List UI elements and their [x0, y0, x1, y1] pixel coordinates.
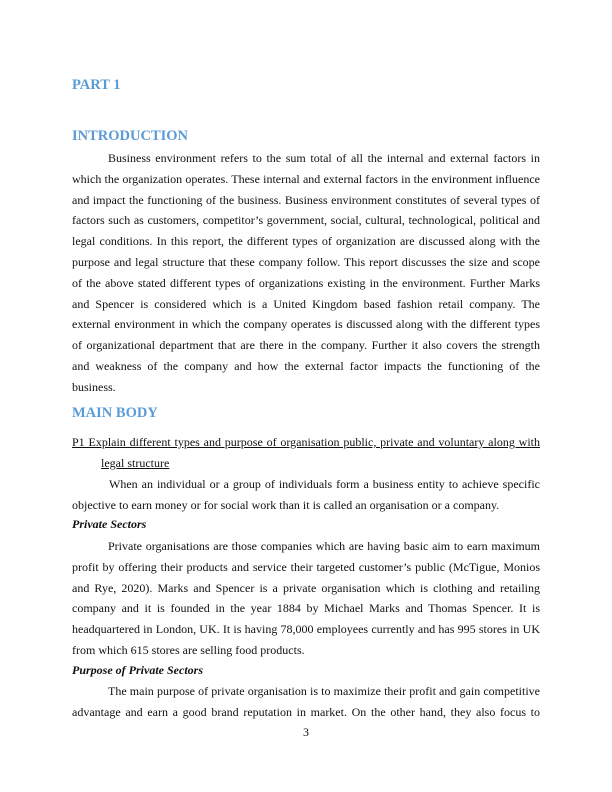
paragraph-line: of the above stated different types of organizations existing in the environment. Further Marks — [72, 275, 540, 290]
paragraph-line: and Spencer is considered which is a United Kingdom based fashion retail company. The — [72, 296, 540, 311]
subheading-purpose-private-sectors: Purpose of Private Sectors — [72, 663, 203, 677]
paragraph-line: profit by offering their products and service their targeted customer’s public (McTigue, Monios — [72, 559, 540, 574]
introduction-paragraph — [72, 148, 540, 398]
paragraph-line: and weakness of the company and how the external factor impacts the functioning of the — [72, 358, 540, 373]
heading-part-1: PART 1 — [72, 77, 121, 93]
page-number: 3 — [303, 725, 309, 739]
paragraph-line: of organizational department that are there in the company. Further it also covers the strength — [72, 338, 540, 353]
paragraph-line: company and it is founded in the year 1884 by Michael Marks and Thomas Spencer. It is — [72, 601, 540, 616]
paragraph-line: Business environment refers to the sum total of all the internal and external factors in — [108, 151, 540, 165]
paragraph-line: headquartered in London, UK. It is having 78,000 employees currently and has 995 stores in UK — [72, 622, 540, 637]
p1-task-heading-line: legal structure — [101, 455, 170, 470]
paragraph-line: from which 615 stores are selling food products. — [72, 642, 305, 657]
paragraph-line: external environment in which the company operates is discussed along with the different types — [72, 317, 540, 332]
paragraph-line: Private organisations are those companies which are having basic aim to earn maximum — [108, 539, 540, 553]
paragraph-line: The main purpose of private organisation is to maximize their profit and gain competitive — [108, 684, 540, 698]
paragraph-line: purpose and legal structure that these company follow. This report discusses the size and scope — [72, 254, 540, 269]
paragraph-line: legal conditions. In this report, the different types of organization are discussed along with the — [72, 234, 540, 249]
paragraph-line: business. — [72, 379, 116, 394]
paragraph-line: When an individual or a group of individuals form a business entity to achieve specific — [109, 477, 540, 491]
p1-task-heading-line: P1 Explain different types and purpose of organisation public, private and voluntary along with — [72, 435, 540, 449]
private-sectors-paragraph — [72, 536, 540, 661]
heading-main-body: MAIN BODY — [72, 405, 158, 421]
p1-task-heading — [72, 432, 540, 474]
paragraph-line: and Rye, 2020). Marks and Spencer is a private organisation which is clothing and retailing — [72, 580, 540, 595]
p1-intro-paragraph — [72, 474, 540, 516]
paragraph-line: objective to earn money or for social work than it is called an organisation or a company. — [72, 497, 500, 512]
paragraph-line: advantage and earn a good brand reputation in market. On the other hand, they also focus to — [72, 704, 540, 719]
purpose-private-paragraph — [72, 681, 540, 723]
paragraph-line: and impact the functioning of the business. Business environment constitutes of several types of — [72, 192, 540, 207]
paragraph-line: factors such as customers, competitor’s government, social, cultural, technological, political and — [72, 213, 540, 228]
subheading-private-sectors: Private Sectors — [72, 517, 147, 531]
heading-introduction: INTRODUCTION — [72, 128, 189, 144]
paragraph-line: which the organization operates. These internal and external factors in the environment influence — [72, 171, 540, 186]
